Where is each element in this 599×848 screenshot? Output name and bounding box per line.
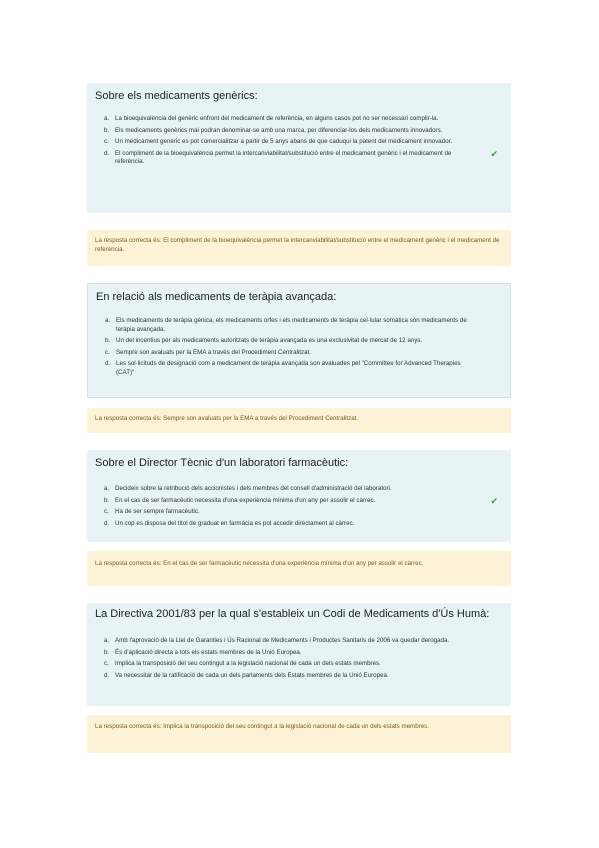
feedback-correct-answer: La resposta correcta és: Sempre son avaluats per la EMA a través del Procediment Centralitzat.: [87, 408, 511, 433]
option-text: Els medicaments de teràpia gènica, els medicaments orfes i els medicaments de teràpia cel·lular somàtica són medicaments de teràpia avançada.: [116, 317, 467, 333]
option-letter: b.: [104, 496, 110, 504]
option-text: És d'aplicació directa a tots els estats membres de la Unió Europea.: [115, 648, 302, 656]
option-letter: a.: [104, 637, 110, 644]
answer-option[interactable]: [104, 659, 501, 671]
option-letter: d.: [104, 149, 110, 157]
option-letter: c.: [104, 138, 109, 145]
option-text: Un del incentius per als medicaments autoritzats de teràpia avançada es una exclusivitat de mercat de 12 anys.: [116, 337, 423, 344]
answer-options: [87, 484, 511, 530]
answer-option[interactable]: [104, 636, 501, 648]
option-letter: b.: [105, 337, 111, 344]
option-text: El compliment de la bioequivalència permet la intercanviabilitat/substitució entre el medicament genèric i el medicament de referència.: [115, 149, 452, 165]
check-icon: ✔: [490, 495, 498, 506]
answer-option[interactable]: [104, 648, 501, 660]
answer-option[interactable]: [105, 336, 500, 348]
answer-option[interactable]: [104, 484, 501, 496]
option-letter: a.: [104, 485, 110, 492]
option-letter: b.: [104, 648, 110, 656]
option-text: Amb l'aprovació de la Llei de Garanties i Ús Racional de Medicaments i Productes Sanitaris de 2006 va quedar derogada.: [115, 637, 450, 644]
answer-option[interactable]: [104, 137, 501, 149]
option-letter: a.: [104, 115, 110, 122]
answer-option[interactable]: [104, 519, 501, 531]
option-text: Implica la transposició del seu contingut a la legislació nacional de cada un dels estats membres.: [115, 660, 381, 667]
question-title: La Directiva 2001/83 per la qual s'estableix un Codi de Medicaments d'Ús Humà:: [95, 608, 490, 620]
answer-options: [88, 316, 510, 379]
answer-options: [87, 636, 511, 682]
question-card: [87, 83, 511, 213]
answer-options: [87, 114, 511, 169]
option-text: En el cas de ser farmacèutic necessita d'una experiència mínima d'un any per assolir el càrrec.: [115, 496, 376, 504]
answer-option[interactable]: [104, 496, 501, 508]
question-title: Sobre el Director Tècnic d'un laboratori farmacèutic:: [95, 457, 349, 469]
option-text: Va necessitar de la ratificació de cada un dels parlaments dels Estats membres de la Unió Europea.: [115, 671, 389, 679]
option-text: La bioequivalència del genèric enfront del medicament de referència, en alguns casos pot no ser necessari complir-la.: [115, 115, 439, 122]
option-text: Ha de ser sempre farmacèutic.: [115, 508, 200, 515]
option-text: Un medicament genèric es pot comercialitzar a partir de 5 anys abans de que caduqui la patent del medicament innovador.: [115, 138, 453, 145]
answer-option[interactable]: [104, 149, 501, 169]
check-icon: ✔: [490, 148, 498, 159]
feedback-correct-answer: La resposta correcta és: El compliment de la bioequivalència permet la intercanviabilitat/substitució entre el medicament genèric i el medicament de referència.: [87, 230, 511, 266]
option-text: Decideix sobre la retribució dels accionistes i dels membres del consell d'administració del laboratori.: [115, 485, 392, 492]
option-text: Els medicaments genèrics mai podran denominar-se amb una marca, per diferenciar-los dels medicaments innovadors.: [115, 126, 443, 134]
question-title: En relació als medicaments de teràpia avançada:: [96, 291, 337, 303]
answer-option[interactable]: [104, 126, 501, 138]
option-letter: d.: [104, 671, 110, 679]
option-text: Sempre son avaluats per la EMA a través del Procediment Centralitzat.: [116, 348, 311, 356]
answer-option[interactable]: [105, 348, 500, 360]
question-card: [87, 283, 511, 398]
answer-option[interactable]: [105, 316, 500, 336]
option-text: Un cop es disposa del títol de graduat en farmàcia es pot accedir directament al càrrec.: [115, 519, 355, 527]
feedback-correct-answer: La resposta correcta és: En el cas de ser farmacèutic necessita d'una experiència mínima d'un any per assolir el càrrec.: [87, 551, 511, 586]
option-letter: c.: [104, 660, 109, 667]
feedback-correct-answer: La resposta correcta és: Implica la transposició del seu contingut a la legislació nacional de cada un dels estats membres.: [87, 715, 511, 753]
option-letter: d.: [104, 519, 110, 527]
answer-option[interactable]: [104, 507, 501, 519]
question-title: Sobre els medicaments genèrics:: [95, 90, 258, 102]
answer-option[interactable]: [104, 114, 501, 126]
option-letter: c.: [105, 348, 110, 356]
option-letter: d.: [105, 360, 111, 367]
question-card: [87, 603, 511, 706]
option-text: Les sol·licituds de designació com a medicament de teràpia avançada son avaluades pel "Committee for Advanced Therapies (CAT)": [116, 360, 461, 376]
question-card: [87, 450, 511, 542]
option-letter: c.: [104, 508, 109, 515]
option-letter: a.: [105, 317, 111, 324]
answer-option[interactable]: [104, 671, 501, 683]
option-letter: b.: [104, 126, 110, 134]
answer-option[interactable]: [105, 359, 500, 379]
